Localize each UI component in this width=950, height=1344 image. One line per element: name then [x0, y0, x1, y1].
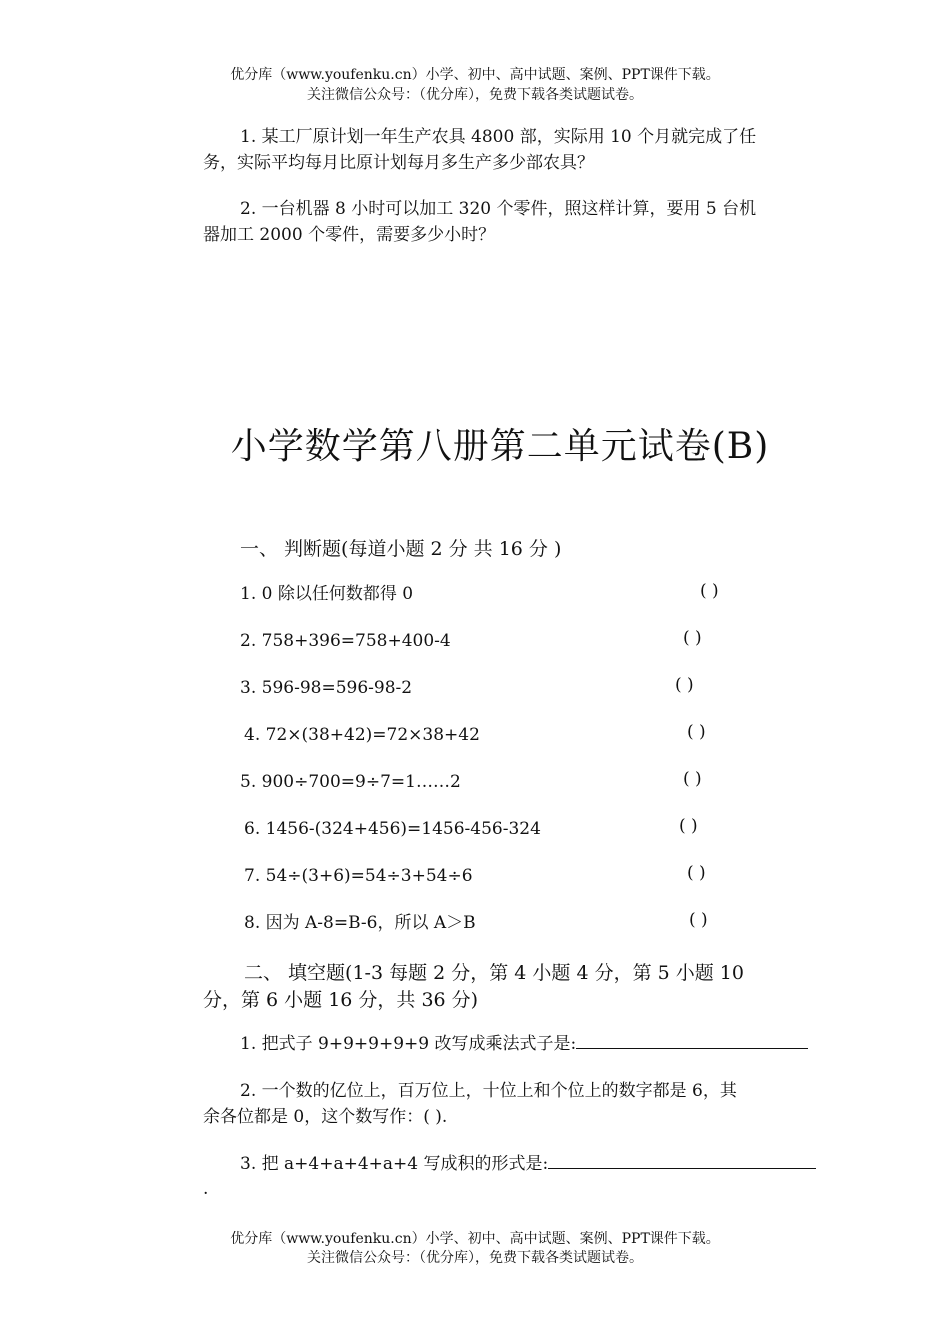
judge-item-5: 5. 900÷700=9÷7=1……2: [240, 772, 461, 792]
judge-item-6: 6. 1456-(324+456)=1456-456-324: [244, 819, 541, 839]
judge-answer-4: ( ): [687, 722, 706, 742]
header-line-1: 优分库（www.youfenku.cn）小学、初中、高中试题、案例、PPT课件下载。: [230, 67, 720, 83]
judge-answer-7: ( ): [687, 863, 706, 883]
footer-line-1: 优分库（www.youfenku.cn）小学、初中、高中试题、案例、PPT课件下载。: [230, 1231, 720, 1247]
fill-question-3: [240, 1150, 816, 1178]
judge-item-8: 8. 因为 A-8=B-6，所以 A＞B: [244, 913, 476, 933]
header-line-2: 关注微信公众号：（优分库），免费下载各类试题试卷。: [307, 87, 643, 103]
judge-answer-2: ( ): [683, 628, 702, 648]
fill-question-1-text: 1. 把式子 9+9+9+9+9 改写成乘法式子是:: [240, 1034, 577, 1054]
fill-question-3-text: 3. 把 a+4+a+4+a+4 写成积的形式是:: [240, 1154, 549, 1174]
fill-question-2-line-2: 余各位都是 0，这个数写作：( ).: [203, 1107, 448, 1127]
judge-answer-6: ( ): [679, 816, 698, 836]
problem-2-line-1: 2. 一台机器 8 小时可以加工 320 个零件，照这样计算，要用 5 台机: [240, 199, 757, 219]
judge-item-2: 2. 758+396=758+400-4: [240, 631, 451, 651]
section-2-heading-line-2: 分，第 6 小题 16 分，共 36 分): [203, 989, 479, 1011]
answer-blank-3[interactable]: [548, 1150, 816, 1169]
judge-answer-8: ( ): [689, 910, 708, 930]
judge-item-1: 1. 0 除以任何数都得 0: [240, 584, 414, 604]
footer-line-2: 关注微信公众号：（优分库），免费下载各类试题试卷。: [307, 1250, 643, 1266]
judge-answer-1: ( ): [700, 581, 719, 601]
problem-1-line-2: 务，实际平均每月比原计划每月多生产多少部农具？: [203, 153, 594, 173]
fill-question-2-line-1: 2. 一个数的亿位上，百万位上，十位上和个位上的数字都是 6，其: [240, 1081, 737, 1101]
judge-answer-3: ( ): [675, 675, 694, 695]
section-2-heading-line-1: 二、 填空题(1-3 每题 2 分，第 4 小题 4 分，第 5 小题 10: [244, 962, 744, 984]
judge-answer-5: ( ): [683, 769, 702, 789]
problem-2-line-2: 器加工 2000 个零件，需要多少小时？: [203, 225, 496, 245]
judge-item-4: 4. 72×(38+42)=72×38+42: [244, 725, 480, 745]
problem-1-line-1: 1. 某工厂原计划一年生产农具 4800 部，实际用 10 个月就完成了任: [240, 127, 757, 147]
judge-item-3: 3. 596-98=596-98-2: [240, 678, 413, 698]
section-1-heading: 一、 判断题(每道小题 2 分 共 16 分 ): [240, 538, 562, 560]
fill-question-1: [240, 1030, 808, 1058]
answer-blank-1[interactable]: [576, 1030, 808, 1049]
judge-item-7: 7. 54÷(3+6)=54÷3+54÷6: [244, 866, 473, 886]
page-title: 小学数学第八册第二单元试卷(B): [230, 426, 770, 467]
fill-question-3-end: .: [203, 1179, 209, 1199]
